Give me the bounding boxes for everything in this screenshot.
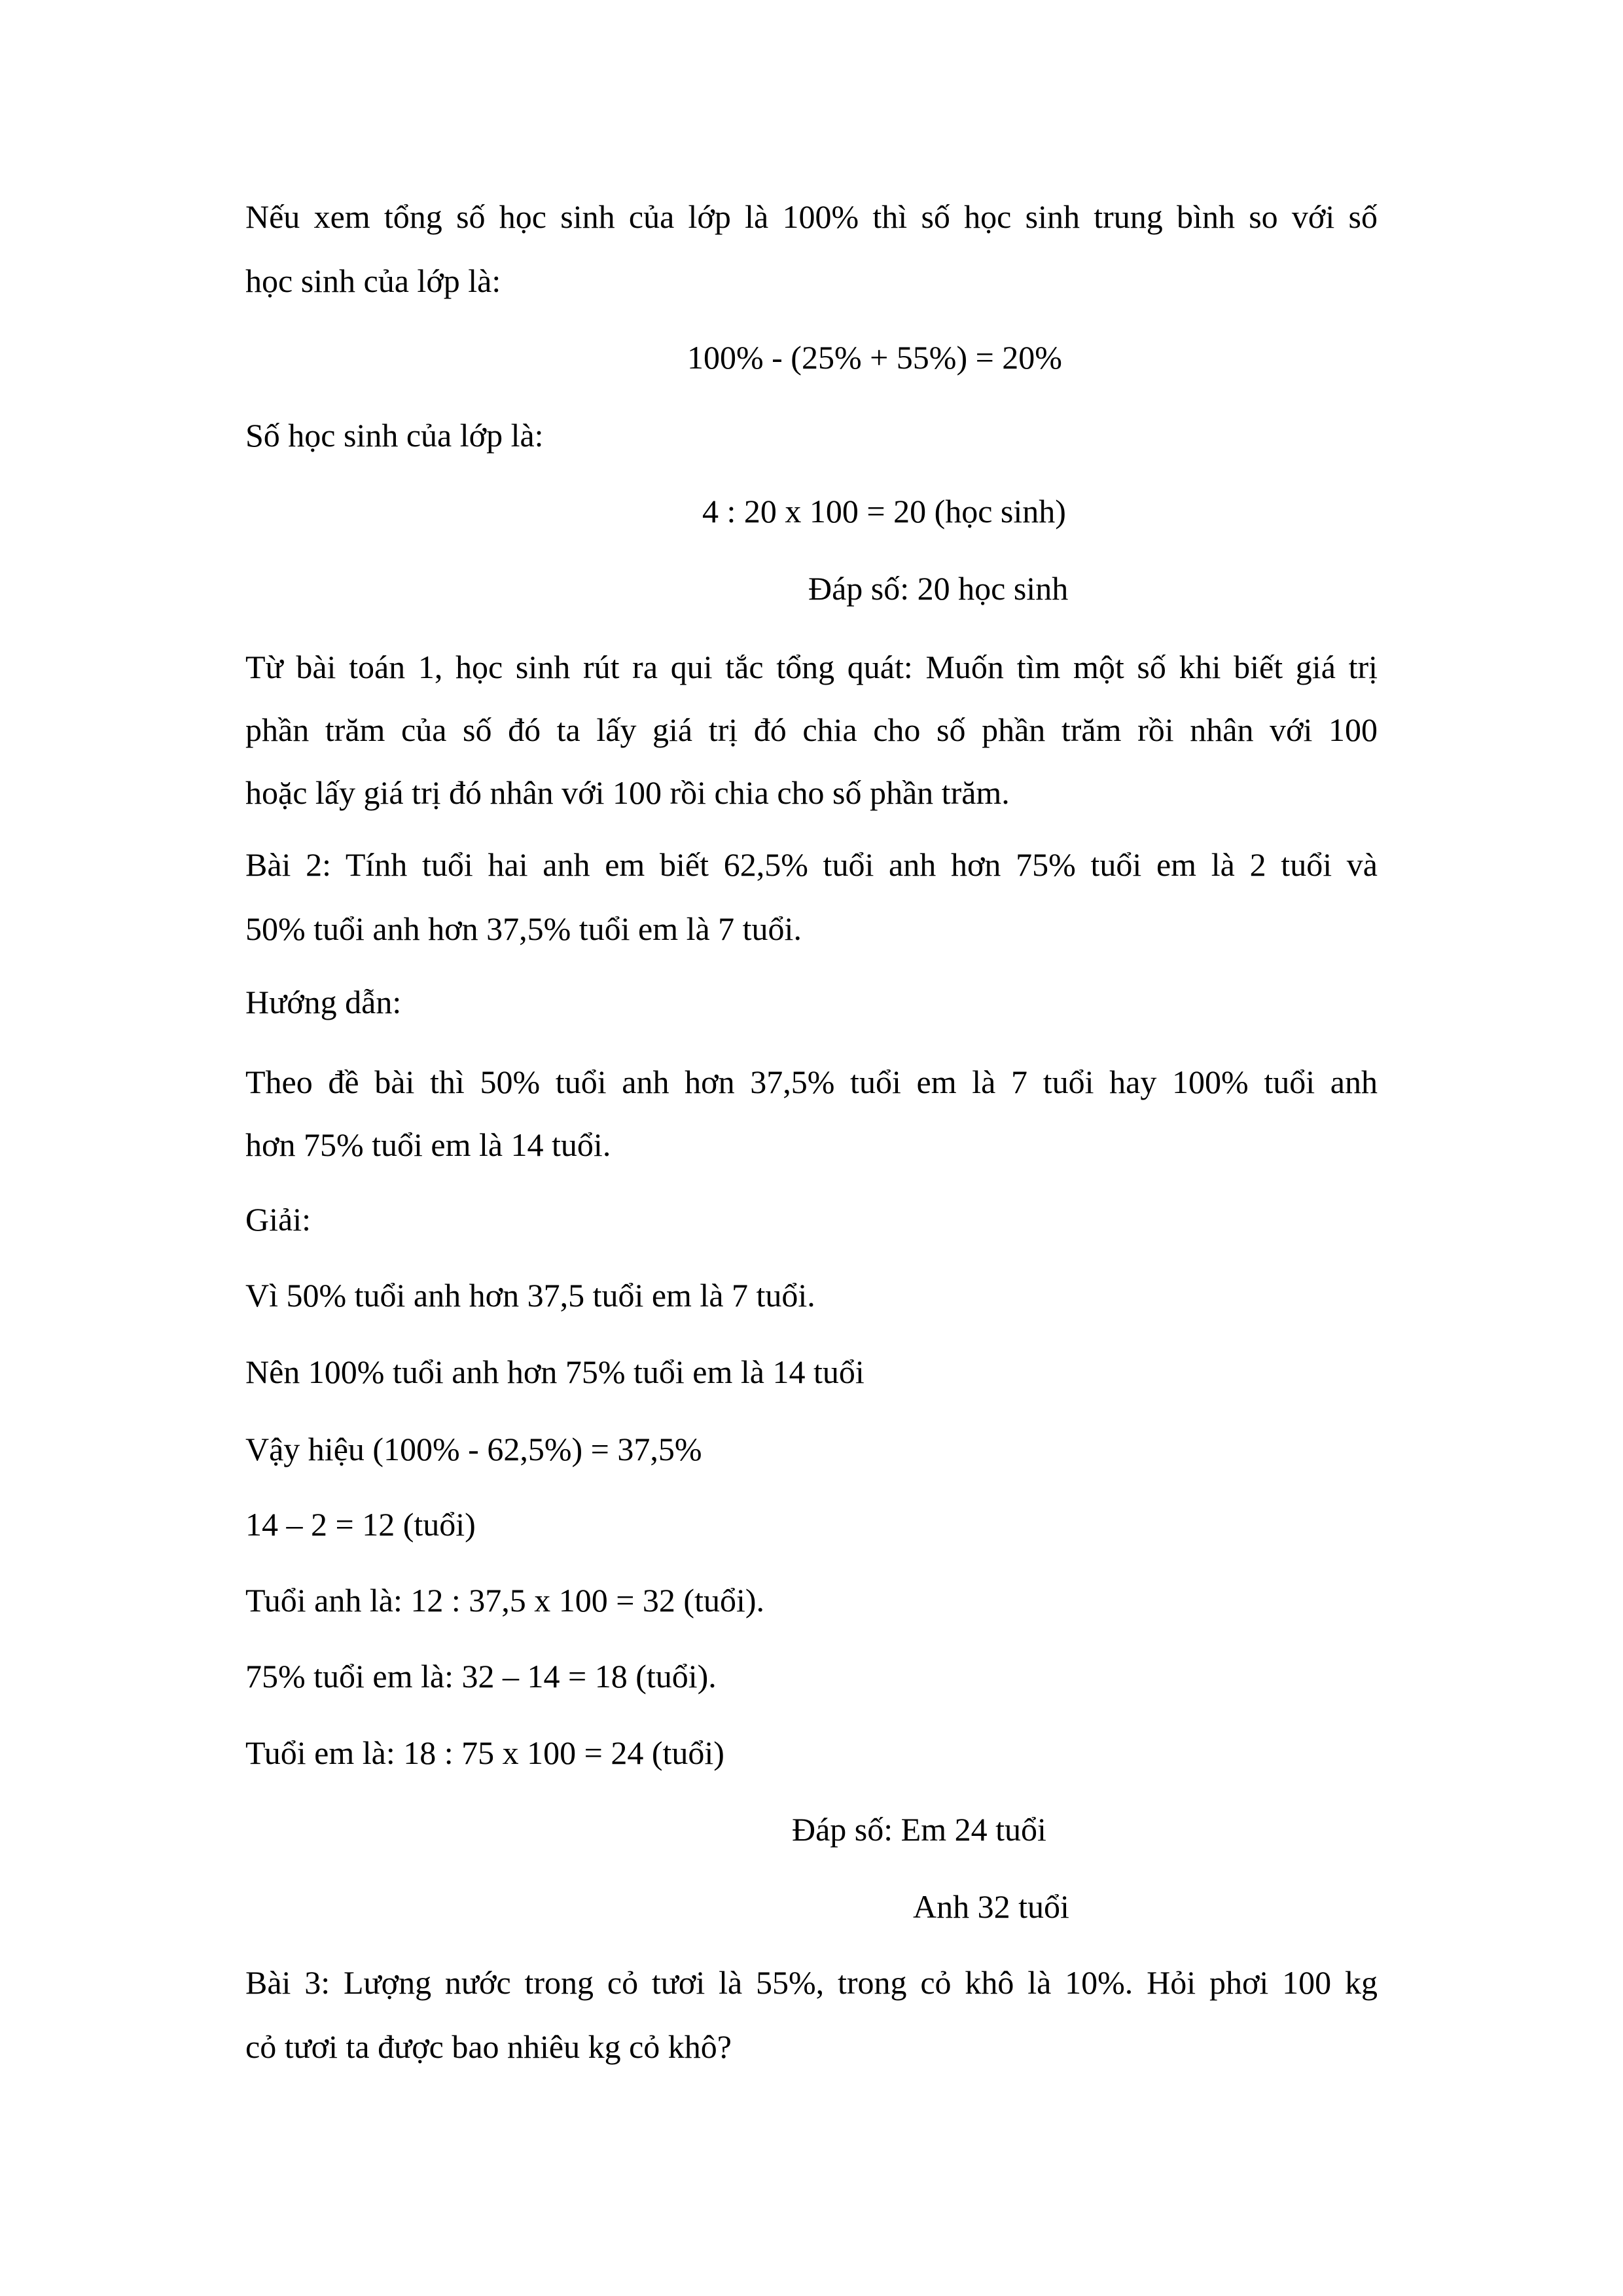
section-label: Giải:: [245, 1201, 311, 1238]
paragraph-line: Số học sinh của lớp là:: [245, 417, 544, 454]
answer: Đáp số: 20 học sinh: [808, 570, 1069, 607]
paragraph-line: Từ bài toán 1, học sinh rút ra qui tắc tổng quát: Muốn tìm một số khi biết giá trị: [245, 649, 1378, 685]
paragraph-line: cỏ tươi ta được bao nhiêu kg cỏ khô?: [245, 2028, 732, 2065]
solution-line: Tuổi em là: 18 : 75 x 100 = 24 (tuổi): [245, 1734, 724, 1771]
solution-line: Vì 50% tuổi anh hơn 37,5 tuổi em là 7 tuổi.: [245, 1277, 815, 1314]
equation: 100% - (25% + 55%) = 20%: [687, 339, 1062, 376]
solution-line: Vậy hiệu (100% - 62,5%) = 37,5%: [245, 1431, 702, 1467]
answer: Anh 32 tuổi: [913, 1888, 1069, 1925]
paragraph-line: phần trăm của số đó ta lấy giá trị đó chia cho số phần trăm rồi nhân với 100: [245, 711, 1378, 748]
paragraph-line: 50% tuổi anh hơn 37,5% tuổi em là 7 tuổi.: [245, 910, 802, 947]
solution-line: 14 – 2 = 12 (tuổi): [245, 1506, 476, 1543]
problem-heading: Bài 2: Tính tuổi hai anh em biết 62,5% tuổi anh hơn 75% tuổi em là 2 tuổi và: [245, 846, 1378, 883]
paragraph-line: hơn 75% tuổi em là 14 tuổi.: [245, 1126, 611, 1163]
solution-line: Nên 100% tuổi anh hơn 75% tuổi em là 14 tuổi: [245, 1354, 865, 1390]
section-label: Hướng dẫn:: [245, 984, 402, 1020]
paragraph-line: Theo đề bài thì 50% tuổi anh hơn 37,5% tuổi em là 7 tuổi hay 100% tuổi anh: [245, 1064, 1378, 1100]
equation: 4 : 20 x 100 = 20 (học sinh): [702, 493, 1066, 529]
problem-heading: Bài 3: Lượng nước trong cỏ tươi là 55%, trong cỏ khô là 10%. Hỏi phơi 100 kg: [245, 1964, 1378, 2001]
paragraph-line: hoặc lấy giá trị đó nhân với 100 rồi chia cho số phần trăm.: [245, 774, 1010, 811]
answer: Đáp số: Em 24 tuổi: [792, 1811, 1046, 1848]
paragraph-line: Nếu xem tổng số học sinh của lớp là 100% thì số học sinh trung bình so với số: [245, 198, 1378, 235]
paragraph-line: học sinh của lớp là:: [245, 262, 501, 299]
solution-line: Tuổi anh là: 12 : 37,5 x 100 = 32 (tuổi).: [245, 1582, 765, 1619]
solution-line: 75% tuổi em là: 32 – 14 = 18 (tuổi).: [245, 1658, 717, 1695]
